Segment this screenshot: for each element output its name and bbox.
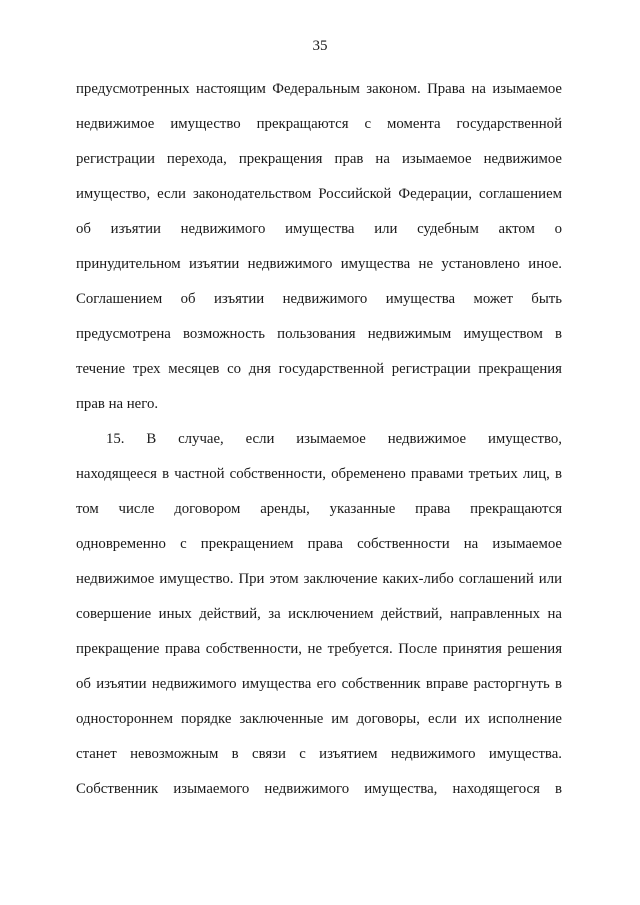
text-line: прекращение права собственности, не требуется. После принятия решения [76,641,562,657]
text-line: станет невозможным в связи с изъятием недвижимого имущества. [76,746,562,762]
text-line: том числе договором аренды, указанные права прекращаются [76,501,562,517]
text-line: Соглашением об изъятии недвижимого имущества может быть [76,291,562,307]
document-body [76,72,562,807]
text-line: совершение иных действий, за исключением действий, направленных на [76,606,562,622]
text-line: 15. В случае, если изымаемое недвижимое имущество, [106,431,562,447]
text-line: предусмотренных настоящим Федеральным законом. Права на изымаемое [76,81,562,97]
text-line: течение трех месяцев со дня государственной регистрации прекращения [76,361,562,377]
text-line: недвижимое имущество прекращаются с момента государственной [76,116,562,132]
text-line: Собственник изымаемого недвижимого имущества, находящегося в [76,781,562,797]
text-line: принудительном изъятии недвижимого имущества не установлено иное. [76,256,562,272]
paragraph-2 [76,422,562,807]
text-line: об изъятии недвижимого имущества его собственник вправе расторгнуть в [76,676,562,692]
text-line: находящееся в частной собственности, обременено правами третьих лиц, в [76,466,562,482]
paragraph-1 [76,72,562,422]
text-line: об изъятии недвижимого имущества или судебным актом о [76,221,562,237]
text-line: регистрации перехода, прекращения прав на изымаемое недвижимое [76,151,562,167]
text-line: одностороннем порядке заключенные им договоры, если их исполнение [76,711,562,727]
text-line: предусмотрена возможность пользования недвижимым имуществом в [76,326,562,342]
text-line: имущество, если законодательством Российской Федерации, соглашением [76,186,562,202]
text-line: прав на него. [76,396,159,412]
text-line: одновременно с прекращением права собственности на изымаемое [76,536,562,552]
page-number: 35 [312,38,328,54]
text-line: недвижимое имущество. При этом заключение каких-либо соглашений или [76,571,562,587]
